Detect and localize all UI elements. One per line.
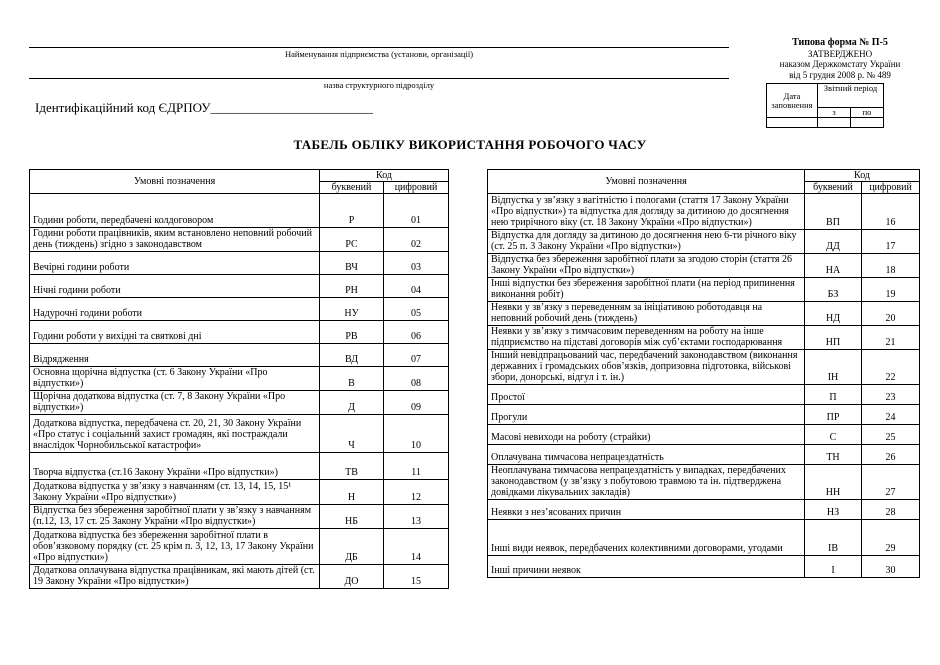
code-description: Додаткова відпустка у зв’язку з навчанням (ст. 13, 14, 15, 15¹ Закону України «Про відпустки») bbox=[30, 480, 320, 505]
letter-code: Н bbox=[320, 480, 384, 505]
code-description: Неявки у зв’язку з переведенням за ініціативою роботодавця на неповний робочий день (тиждень) bbox=[488, 302, 805, 326]
letter-code: В bbox=[320, 367, 384, 391]
letter-code: БЗ bbox=[805, 278, 862, 302]
table-row bbox=[488, 385, 920, 405]
letter-code: НУ bbox=[320, 298, 384, 321]
left-codes-table bbox=[29, 169, 449, 589]
letter-code: Р bbox=[320, 194, 384, 228]
letter-code: НА bbox=[805, 254, 862, 278]
period-table bbox=[766, 83, 884, 128]
digit-code: 02 bbox=[384, 228, 449, 252]
code-description: Вечірні години роботи bbox=[30, 252, 320, 275]
letter-code: НБ bbox=[320, 505, 384, 529]
form-name: Типова форма № П-5 bbox=[792, 37, 888, 48]
letter-code: ВП bbox=[805, 194, 862, 230]
table-row bbox=[30, 453, 449, 480]
table-row bbox=[30, 391, 449, 415]
report-period-header: Звітний період bbox=[818, 84, 884, 108]
code-description: Оплачувана тимчасова непрацездатність bbox=[488, 445, 805, 465]
table-row bbox=[488, 405, 920, 425]
period-to-label: по bbox=[851, 108, 884, 118]
code-description: Відпустка у зв’язку з вагітністю і пологами (стаття 17 Закону України «Про відпустки») та відпустка для догляду за дитиною до досягнення нею трирічного віку (ст. 18 Закону України «Про відпустки») bbox=[488, 194, 805, 230]
digit-code: 06 bbox=[384, 321, 449, 344]
table-row bbox=[488, 556, 920, 578]
table-row bbox=[488, 500, 920, 520]
digit-code: 24 bbox=[862, 405, 920, 425]
letter-code: ПР bbox=[805, 405, 862, 425]
code-description: Неоплачувана тимчасова непрацездатність у випадках, передбачених законодавством (у зв’язку з побутовою травмою та ін. підтверджена довідками лікувальних закладів) bbox=[488, 465, 805, 500]
code-description: Неявки з нез’ясованих причин bbox=[488, 500, 805, 520]
letter-header: буквений bbox=[805, 182, 862, 194]
fill-date-cell[interactable] bbox=[767, 118, 818, 128]
table-row bbox=[488, 302, 920, 326]
letter-code: С bbox=[805, 425, 862, 445]
code-description: Інші відпустки без збереження заробітної плати (на період припинення виконання робіт) bbox=[488, 278, 805, 302]
letter-code: НД bbox=[805, 302, 862, 326]
digit-code: 07 bbox=[384, 344, 449, 367]
letter-code: Д bbox=[320, 391, 384, 415]
letter-code: РН bbox=[320, 275, 384, 298]
code-description: Інші види неявок, передбачених колективними договорами, угодами bbox=[488, 520, 805, 556]
letter-code: ТН bbox=[805, 445, 862, 465]
code-description: Творча відпустка (ст.16 Закону України «Про відпустки») bbox=[30, 453, 320, 480]
digit-code: 30 bbox=[862, 556, 920, 578]
code-description: Надурочні години роботи bbox=[30, 298, 320, 321]
table-row bbox=[30, 321, 449, 344]
letter-code: Ч bbox=[320, 415, 384, 453]
digit-code: 11 bbox=[384, 453, 449, 480]
code-description: Відрядження bbox=[30, 344, 320, 367]
table-row bbox=[488, 425, 920, 445]
left-table-body bbox=[30, 194, 449, 589]
code-description: Неявки у зв’язку з тимчасовим переведенням на роботу на інше підприємство на підставі договорів між суб’єктами господарювання bbox=[488, 326, 805, 350]
department-line bbox=[29, 78, 729, 79]
code-description: Основна щорічна відпустка (ст. 6 Закону України «Про відпустки») bbox=[30, 367, 320, 391]
table-row bbox=[488, 445, 920, 465]
table-row bbox=[30, 228, 449, 252]
table-row bbox=[30, 505, 449, 529]
legend-header: Умовні позначення bbox=[30, 170, 320, 194]
code-description: Масові невиходи на роботу (страйки) bbox=[488, 425, 805, 445]
digit-code: 16 bbox=[862, 194, 920, 230]
letter-code: РВ bbox=[320, 321, 384, 344]
digit-code: 12 bbox=[384, 480, 449, 505]
right-table-body bbox=[488, 194, 920, 578]
code-description: Прогули bbox=[488, 405, 805, 425]
period-from-cell[interactable] bbox=[818, 118, 851, 128]
digit-code: 28 bbox=[862, 500, 920, 520]
letter-code: ІВ bbox=[805, 520, 862, 556]
digit-header: цифровий bbox=[862, 182, 920, 194]
digit-code: 29 bbox=[862, 520, 920, 556]
letter-code: ТВ bbox=[320, 453, 384, 480]
table-row bbox=[30, 415, 449, 453]
code-description: Додаткова відпустка, передбачена ст. 20, 21, 30 Закону України «Про статус і соціальний захист громадян, які постраждали внаслідок Чорнобильської катастрофи» bbox=[30, 415, 320, 453]
digit-code: 25 bbox=[862, 425, 920, 445]
digit-code: 20 bbox=[862, 302, 920, 326]
period-from-label: з bbox=[818, 108, 851, 118]
digit-code: 17 bbox=[862, 230, 920, 254]
page-title: ТАБЕЛЬ ОБЛІКУ ВИКОРИСТАННЯ РОБОЧОГО ЧАСУ bbox=[293, 137, 647, 152]
table-row bbox=[30, 298, 449, 321]
code-description: Відпустка без збереження заробітної плати у зв’язку з навчанням (п.12, 13, 17 ст. 25 Закону України «Про відпустки») bbox=[30, 505, 320, 529]
digit-code: 21 bbox=[862, 326, 920, 350]
digit-code: 27 bbox=[862, 465, 920, 500]
table-row bbox=[488, 230, 920, 254]
letter-code: ДД bbox=[805, 230, 862, 254]
digit-code: 09 bbox=[384, 391, 449, 415]
digit-code: 19 bbox=[862, 278, 920, 302]
code-description: Інші причини неявок bbox=[488, 556, 805, 578]
right-codes-table bbox=[487, 169, 920, 578]
table-row bbox=[488, 350, 920, 385]
table-row bbox=[488, 194, 920, 230]
table-row bbox=[488, 465, 920, 500]
table-row bbox=[30, 367, 449, 391]
digit-code: 01 bbox=[384, 194, 449, 228]
code-description: Нічні години роботи bbox=[30, 275, 320, 298]
letter-code: НН bbox=[805, 465, 862, 500]
code-description: Інший невідпрацьований час, передбачений законодавством (виконання державних і громадських обов’язків, допризовна підготовка, військові збори, донорські, відгул і т. ін.) bbox=[488, 350, 805, 385]
letter-code: ДБ bbox=[320, 529, 384, 565]
digit-code: 04 bbox=[384, 275, 449, 298]
table-row bbox=[488, 254, 920, 278]
table-row bbox=[30, 480, 449, 505]
letter-code: ВД bbox=[320, 344, 384, 367]
code-description: Додаткова оплачувана відпустка працівникам, які мають дітей (ст. 19 Закону України «Про відпустки») bbox=[30, 565, 320, 589]
digit-code: 23 bbox=[862, 385, 920, 405]
digit-header: цифровий bbox=[384, 182, 449, 194]
table-row bbox=[30, 275, 449, 298]
digit-code: 14 bbox=[384, 529, 449, 565]
order-date: від 5 грудня 2008 р. № 489 bbox=[789, 69, 891, 80]
code-description: Відпустка без збереження заробітної плати за згодою сторін (стаття 26 Закону України «Про відпустки») bbox=[488, 254, 805, 278]
table-row bbox=[30, 344, 449, 367]
digit-code: 10 bbox=[384, 415, 449, 453]
order-label: наказом Держкомстату України bbox=[779, 59, 901, 69]
table-row bbox=[30, 529, 449, 565]
letter-code: НП bbox=[805, 326, 862, 350]
digit-code: 22 bbox=[862, 350, 920, 385]
table-row bbox=[488, 520, 920, 556]
enterprise-line bbox=[29, 47, 729, 48]
code-description: Щорічна додаткова відпустка (ст. 7, 8 Закону України «Про відпустки») bbox=[30, 391, 320, 415]
letter-header: буквений bbox=[320, 182, 384, 194]
code-description: Години роботи працівників, яким встановлено неповний робочий день (тиждень) згідно з законодавством bbox=[30, 228, 320, 252]
enterprise-caption: Найменування підприємства (установи, організації) bbox=[284, 49, 474, 59]
digit-code: 13 bbox=[384, 505, 449, 529]
digit-code: 18 bbox=[862, 254, 920, 278]
letter-code: РС bbox=[320, 228, 384, 252]
code-header: Код bbox=[805, 170, 920, 182]
letter-code: П bbox=[805, 385, 862, 405]
table-row bbox=[488, 326, 920, 350]
code-description: Простої bbox=[488, 385, 805, 405]
table-row bbox=[30, 565, 449, 589]
digit-code: 08 bbox=[384, 367, 449, 391]
legend-header: Умовні позначення bbox=[488, 170, 805, 194]
period-to-cell[interactable] bbox=[851, 118, 884, 128]
fill-date-header: Дата заповнення bbox=[767, 84, 818, 118]
digit-code: 03 bbox=[384, 252, 449, 275]
letter-code: ІН bbox=[805, 350, 862, 385]
table-row bbox=[30, 252, 449, 275]
table-row bbox=[488, 278, 920, 302]
code-description: Години роботи у вихідні та святкові дні bbox=[30, 321, 320, 344]
digit-code: 15 bbox=[384, 565, 449, 589]
letter-code: І bbox=[805, 556, 862, 578]
letter-code: ВЧ bbox=[320, 252, 384, 275]
table-row bbox=[30, 194, 449, 228]
digit-code: 05 bbox=[384, 298, 449, 321]
form-info bbox=[760, 38, 920, 80]
approved-label: ЗАТВЕРДЖЕНО bbox=[807, 48, 873, 59]
code-header: Код bbox=[320, 170, 449, 182]
digit-code: 26 bbox=[862, 445, 920, 465]
department-caption: назва структурного підрозділу bbox=[323, 80, 435, 90]
letter-code: НЗ bbox=[805, 500, 862, 520]
code-description: Відпустка для догляду за дитиною до досягнення нею 6-ти річного віку (ст. 25 п. 3 Закону України «Про відпустки») bbox=[488, 230, 805, 254]
code-description: Додаткова відпустка без збереження заробітної плати в обов’язковому порядку (ст. 25 крім п. 3, 12, 13, 17 Закону України «Про відпустки») bbox=[30, 529, 320, 565]
letter-code: ДО bbox=[320, 565, 384, 589]
code-description: Години роботи, передбачені колдоговором bbox=[30, 194, 320, 228]
edrpou-label: Ідентифікаційний код ЄДРПОУ_________________________ bbox=[35, 100, 373, 115]
